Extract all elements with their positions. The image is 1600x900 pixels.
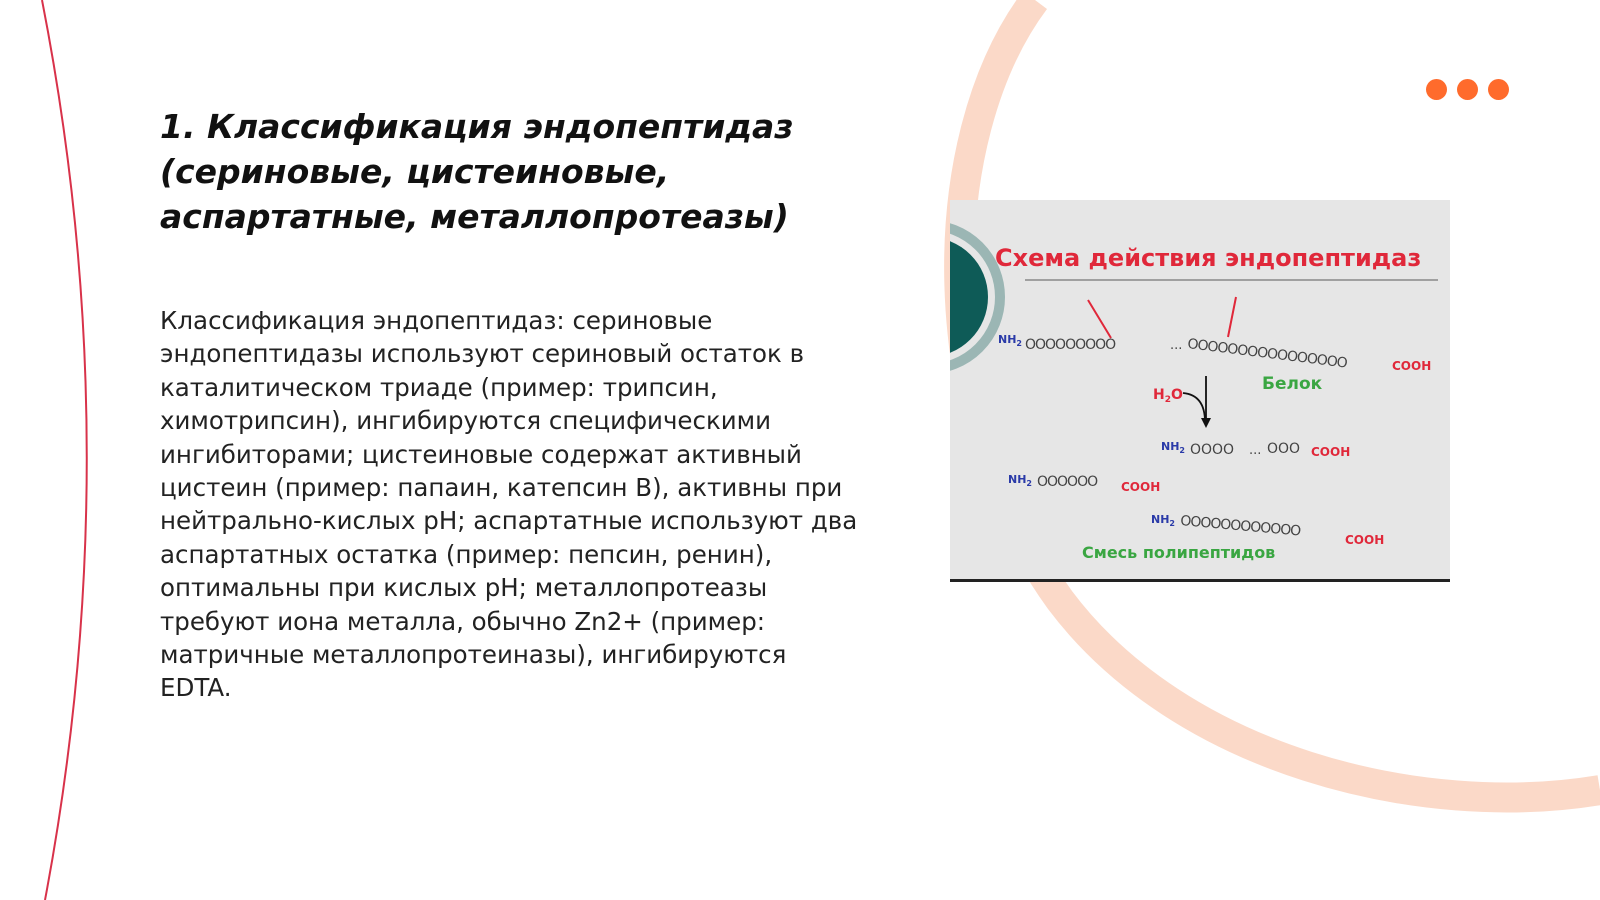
cleavage-arrow <box>1228 297 1236 337</box>
reaction-arrow <box>1183 393 1205 422</box>
chain-fragment-c: OOOOOOOOOOOO <box>1179 513 1301 540</box>
nh2-label: $NH_2$ <box>998 333 1022 348</box>
reaction-arrow-head <box>1201 418 1211 428</box>
chain-fragment-a-right: OOO <box>1267 441 1301 457</box>
endopeptidase-scheme-figure <box>950 200 1450 582</box>
slide-title: 1. Классификация эндопептидаз (сериновые, цистеиновые, аспартатные, металлопротеазы) <box>160 107 794 236</box>
cooh-label: COOH <box>1345 533 1385 547</box>
chain-fragment-b: OOOOOO <box>1037 474 1098 490</box>
chain-ellipsis: ... <box>1170 338 1183 353</box>
figure-heading: Схема действия эндопептидаз <box>995 244 1422 272</box>
chain-main-right: OOOOOOOOOOOOOOOO <box>1186 336 1348 372</box>
left-curve-line <box>42 0 87 900</box>
nh2-label: $NH_2$ <box>1008 473 1032 488</box>
cooh-label: COOH <box>1392 359 1432 373</box>
dot <box>1457 79 1478 100</box>
dot <box>1488 79 1509 100</box>
nh2-label: $NH_2$ <box>1161 440 1185 455</box>
cooh-label: COOH <box>1121 480 1161 494</box>
mixture-label: Смесь полипептидов <box>1082 543 1276 562</box>
nh2-label: $NH_2$ <box>1151 513 1175 528</box>
chain-main-left: OOOOOOOOO <box>1025 337 1116 353</box>
chain-ellipsis: ... <box>1249 443 1262 458</box>
dot <box>1426 79 1447 100</box>
cooh-label: COOH <box>1311 445 1351 459</box>
protein-label: Белок <box>1262 374 1323 394</box>
water-label: $H_2O$ <box>1153 387 1183 405</box>
cleavage-arrow <box>1088 300 1111 338</box>
chain-fragment-a-left: OOOO <box>1190 442 1235 458</box>
slide-body-text: Классификация эндопептидаз: сериновые эндопептидазы используют сериновый остаток в каталитическом триаде (пример: трипсин, химотрипсин), ингибируются специфическими ингибиторами; цистеиновые содержат активный цистеин (пример: папаин, катепсин В), активны при нейтрально-кислых pH; аспартатные используют два аспартатных остатка (пример: пепсин, ренин), оптимальны при кислых pH; металлопротеазы требуют иона металла, обычно Zn2+ (пример: матричные металлопротеиназы), ингибируются EDTA. <box>160 306 858 703</box>
dots-menu-icon <box>1426 79 1509 100</box>
